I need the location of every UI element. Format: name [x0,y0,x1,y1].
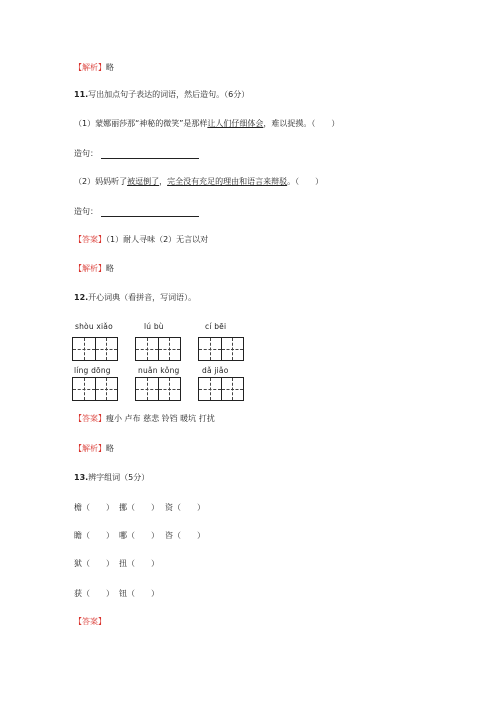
pinyin-6: dǎ jiǎo [202,366,229,375]
item-1-suffix: ，难以捉摸。（ ） [263,119,340,128]
pinyin-4: líng dōng [74,366,111,375]
writing-grid[interactable] [72,377,118,401]
q11-item-2 [74,176,323,187]
answer-tag: 【答案】 [74,617,106,626]
pinyin-3: cí bēi [205,322,227,331]
q11-answer [74,234,208,245]
analysis-text: 略 [106,264,114,273]
item-2-prefix: （2）妈妈听了 [74,177,128,186]
question-number: 11. [74,90,89,99]
word-item: 咨（ ） [165,531,205,540]
question-number: 13. [74,473,89,482]
analysis-tag: 【解析】 [74,264,106,273]
q11-sentence-2 [74,206,199,217]
item-2-underlined-b: 完全没有充足的理由和语言来辩驳 [167,177,288,186]
pinyin-5: nuǎn kǒng [138,366,180,375]
item-2-underlined-a: 被逗倒了 [127,177,160,186]
word-item: 扭（ ） [119,559,159,568]
pinyin-2: lú bù [144,322,164,331]
word-item: 资（ ） [165,503,205,512]
sentence-label: 造句： [74,207,98,216]
question-title: 辨字组词（5分） [88,473,150,482]
q13-answer [74,616,106,627]
question-13-title [74,472,149,483]
answer-tag: 【答案】 [74,235,106,244]
item-1-underlined: 让人们仔细体会 [207,119,264,128]
q12-analysis [74,443,114,454]
q12-answer [74,413,215,424]
word-item: 狱（ ） [74,559,114,568]
question-title: 开心词典（看拼音，写词语）。 [88,293,197,302]
answer-text: （1）耐人寻味（2）无言以对 [106,235,209,244]
word-item: 钮（ ） [119,589,159,598]
word-item: 挪（ ） [119,503,159,512]
analysis-tag: 【解析】 [74,444,106,453]
question-12-title [74,292,196,303]
word-item: 哪（ ） [119,531,159,540]
sentence-label: 造句： [74,149,98,158]
analysis-line [74,62,114,73]
word-item: 瞻（ ） [74,531,114,540]
writing-grid[interactable] [198,377,244,401]
item-2-mid: ， [159,177,168,186]
sentence-blank[interactable] [101,207,199,217]
word-item: 檐（ ） [74,503,114,512]
q11-sentence-1 [74,148,199,159]
q11-analysis [74,263,114,274]
question-title: 写出加点句子表达的词语，然后造句。（6分） [88,90,250,99]
question-number: 12. [74,293,89,302]
analysis-text: 略 [106,63,114,72]
analysis-tag: 【解析】 [74,63,106,72]
question-11-title [74,89,249,100]
item-2-suffix: 。（ ） [287,177,324,186]
q11-item-1 [74,118,339,129]
answer-tag: 【答案】 [74,414,106,423]
pinyin-1: shòu xiǎo [75,322,113,331]
word-item: 获（ ） [74,589,114,598]
writing-grid[interactable] [198,337,244,361]
writing-grid[interactable] [135,377,181,401]
writing-grid[interactable] [135,337,181,361]
writing-grid[interactable] [72,337,118,361]
answer-text: 瘦小 卢布 慈悲 铃铛 暖坑 打扰 [106,414,215,423]
sentence-blank[interactable] [101,149,199,159]
analysis-text: 略 [106,444,114,453]
item-1-prefix: （1）蒙娜丽莎那“神秘的微笑”是那样 [74,119,208,128]
